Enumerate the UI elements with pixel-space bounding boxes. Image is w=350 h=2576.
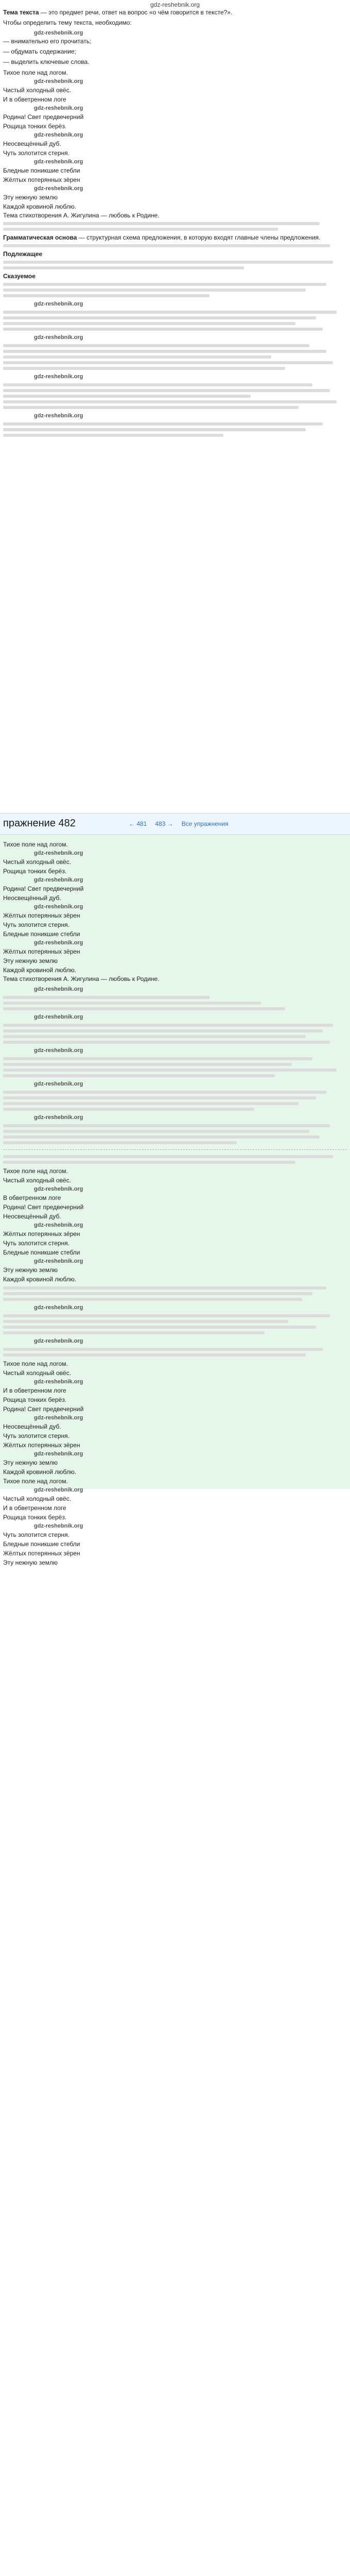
watermark: gdz-reshebnik.org [34,185,83,192]
watermark: gdz-reshebnik.org [34,1258,83,1264]
poem-line: Тихое поле над логом. [3,1167,68,1175]
paragraph-placeholder [3,389,330,392]
theme-term: Тема текста [3,9,39,16]
watermark: gdz-reshebnik.org [34,1304,83,1311]
paragraph-placeholder [3,328,323,331]
paragraph-placeholder [3,1124,330,1127]
poem-theme-statement: Тема стихотворения А. Жигулина — любовь к Родине. [3,212,160,219]
watermark: gdz-reshebnik.org [34,1415,83,1421]
subject-definition [3,250,347,258]
paragraph-placeholder [3,355,271,359]
poem-line: Рощица тонких берёз. [3,868,67,875]
paragraph-placeholder [3,996,209,999]
poem-block-a [3,68,347,211]
paragraph-placeholder [3,1057,312,1060]
paragraph-placeholder [3,395,251,398]
poem-line: Каждой кровиной люблю. [3,1276,77,1283]
watermark: gdz-reshebnik.org [34,1081,83,1087]
paragraph-placeholder [3,294,209,297]
poem-line: Чуть золотится стерня. [3,921,69,928]
poem-line: В обветренном логе [3,1194,61,1201]
paragraph-placeholder [3,316,316,319]
grammatical-base-term: Грамматическая основа [3,234,77,241]
answer-section [3,840,347,1567]
poem-line: Эту нежную землю [3,1459,58,1466]
poem-line: Тихое поле над логом. [3,1478,68,1485]
paragraph-placeholder [3,350,326,353]
paragraph-placeholder [3,1063,292,1066]
watermark: gdz-reshebnik.org [34,78,83,84]
paragraph-placeholder [3,1130,309,1133]
watermark: gdz-reshebnik.org [34,904,83,910]
poem-line: И в обветренном логе [3,1504,66,1512]
poem-line: Жёлтых потерянных зёрен [3,1550,80,1557]
all-exercises-link[interactable]: Все упражнения [181,820,229,827]
poem-line: Бледные поникшие стебли [3,1249,80,1256]
poem-line: Неосвещённый дуб. [3,140,61,147]
watermark: gdz-reshebnik.org [34,1379,83,1385]
poem-line: Каждой кровиной люблю. [3,203,77,210]
paragraph-placeholder [3,228,278,231]
poem-line: Неосвещённый дуб. [3,1213,61,1220]
grammatical-base-definition [3,233,347,242]
watermark: gdz-reshebnik.org [34,30,83,36]
poem-line: Чистый холодный овёс. [3,1495,72,1502]
poem-line: Чистый холодный овёс. [3,1177,72,1184]
paragraph-placeholder [3,1320,288,1323]
exercise-header [0,813,350,835]
watermark: gdz-reshebnik.org [34,1014,83,1020]
paragraph-placeholder [3,400,337,403]
poem-line: И в обветренном логе [3,96,66,103]
watermark: gdz-reshebnik.org [34,1222,83,1228]
poem-line: Чуть золотится стерня. [3,149,69,157]
paragraph-placeholder [3,1035,306,1038]
next-exercise-link[interactable]: 483 → [155,820,173,827]
theory-section [3,8,347,439]
watermark: gdz-reshebnik.org [34,1338,83,1344]
poem-line: Чуть золотится стерня. [3,1240,69,1247]
theme-step-1: — внимательно его прочитать; [3,38,92,45]
poem-line: Неосвещённый дуб. [3,894,61,902]
poem-line: Эту нежную землю [3,1266,58,1274]
poem-line: Эту нежную землю [3,1559,58,1566]
predicate-definition [3,272,347,280]
paragraph-placeholder [3,434,223,437]
paragraph-placeholder [3,1155,333,1158]
paragraph-placeholder [3,1024,333,1027]
paragraph-placeholder [3,1161,295,1164]
watermark: gdz-reshebnik.org [34,132,83,138]
paragraph-placeholder [3,1286,326,1290]
poem-line: Рощица тонких берёз. [3,1514,67,1521]
poem-line: Рощица тонких берёз. [3,123,67,130]
watermark: gdz-reshebnik.org [34,1186,83,1192]
paragraph-placeholder [3,406,299,409]
theme-steps-intro: Чтобы определить тему текста, необходимо: [3,19,132,26]
site-url: gdz-reshebnik.org [150,1,200,8]
theme-definition [3,8,347,16]
paragraph-placeholder [3,311,337,314]
paragraph-placeholder [3,1041,330,1044]
prev-exercise-link[interactable]: ← 481 [129,820,147,827]
paragraph-placeholder [3,1069,337,1072]
watermark: gdz-reshebnik.org [34,334,83,341]
poem-line: Родина! Свет предвечерний [3,1204,84,1211]
theme-step-2: — обдумать содержание; [3,48,76,55]
paragraph-placeholder [3,1331,265,1334]
poem-line: Жёлтых потерянных зёрен [3,912,80,919]
paragraph-placeholder [3,1007,285,1010]
paragraph-placeholder [3,1091,326,1094]
paragraph-placeholder [3,1096,316,1099]
predicate-term: Сказуемое [3,273,36,280]
poem-line: Чистый холодный овёс. [3,1369,72,1377]
poem-line: Бледные поникшие стебли [3,1540,80,1548]
poem-line: Родина! Свет предвечерний [3,885,84,892]
watermark: gdz-reshebnik.org [34,105,83,111]
watermark: gdz-reshebnik.org [34,1523,83,1529]
watermark: gdz-reshebnik.org [34,1114,83,1121]
poem-block-c [3,1166,347,1284]
paragraph-placeholder [3,1292,312,1295]
watermark: gdz-reshebnik.org [34,1047,83,1054]
poem-line: Тихое поле над логом. [3,69,68,76]
watermark: gdz-reshebnik.org [34,1451,83,1457]
poem-line: Эту нежную землю [3,957,58,964]
watermark: gdz-reshebnik.org [34,1487,83,1493]
poem-block-d [3,1359,347,1567]
poem-line: Бледные поникшие стебли [3,930,80,938]
watermark: gdz-reshebnik.org [34,159,83,165]
watermark: gdz-reshebnik.org [34,413,83,419]
paragraph-placeholder [3,383,312,386]
paragraph-placeholder [3,1353,306,1357]
poem-line: Родина! Свет предвечерний [3,1405,84,1413]
paragraph-placeholder [3,1326,316,1329]
poem-line: Чистый холодный овёс. [3,87,72,94]
grammatical-base-text: — структурная схема предложения, в которую входят главные члены предложения. [77,234,321,241]
paragraph-placeholder [3,222,320,225]
paragraph-placeholder [3,1314,330,1317]
poem-line: Жёлтых потерянных зёрен [3,1230,80,1238]
poem-line: Неосвещённый дуб. [3,1423,61,1430]
watermark: gdz-reshebnik.org [34,850,83,856]
theme-definition-text: — это предмет речи, ответ на вопрос «о чём говорится в тексте?». [39,9,233,16]
paragraph-placeholder [3,344,309,347]
paragraph-placeholder [3,266,244,269]
poem-line: Жёлтых потерянных зёрен [3,1442,80,1449]
poem-line: Бледные поникшие стебли [3,167,80,174]
poem-line: Чуть золотится стерня. [3,1432,69,1439]
section-divider [3,1149,347,1150]
paragraph-placeholder [3,1029,323,1032]
subject-term: Подлежащее [3,250,43,258]
paragraph-placeholder [3,283,326,286]
watermark: gdz-reshebnik.org [34,374,83,380]
poem-line: Чистый холодный овёс. [3,858,72,866]
poem-theme-statement: Тема стихотворения А. Жигулина — любовь к Родине. [3,975,160,982]
watermark: gdz-reshebnik.org [34,986,83,992]
poem-line: Тихое поле над логом. [3,841,68,848]
poem-line: Эту нежную землю [3,194,58,201]
exercise-title: пражнение 482 [3,818,76,829]
poem-block-b [3,840,347,975]
watermark: gdz-reshebnik.org [34,877,83,883]
poem-line: И в обветренном логе [3,1387,66,1394]
paragraph-placeholder [3,289,306,292]
poem-line: Жёлтых потерянных зёрен [3,176,80,183]
paragraph-placeholder [3,1002,261,1005]
paragraph-placeholder [3,1141,237,1144]
paragraph-placeholder [3,1108,254,1111]
poem-line: Рощица тонких берёз. [3,1396,67,1403]
paragraph-placeholder [3,428,306,431]
paragraph-placeholder [3,1102,299,1105]
paragraph-placeholder [3,244,330,247]
poem-line: Каждой кровиной люблю. [3,967,77,974]
poem-line: Тихое поле над логом. [3,1360,68,1367]
watermark: gdz-reshebnik.org [34,301,83,307]
watermark: gdz-reshebnik.org [34,940,83,946]
paragraph-placeholder [3,1074,275,1077]
paragraph-placeholder [3,1348,323,1351]
paragraph-placeholder [3,422,323,426]
paragraph-placeholder [3,367,285,370]
paragraph-placeholder [3,1136,320,1139]
poem-line: Чуть золотится стерня. [3,1531,69,1538]
poem-line: Каждой кровиной люблю. [3,1468,77,1476]
paragraph-placeholder [3,322,295,325]
poem-line: Жёлтых потерянных зёрен [3,948,80,955]
theme-step-3: — выделить ключевые слова. [3,58,90,65]
paragraph-placeholder [3,1298,302,1301]
paragraph-placeholder [3,361,333,364]
paragraph-placeholder [3,261,333,264]
exercise-nav [129,819,229,829]
poem-line: Родина! Свет предвечерний [3,113,84,121]
